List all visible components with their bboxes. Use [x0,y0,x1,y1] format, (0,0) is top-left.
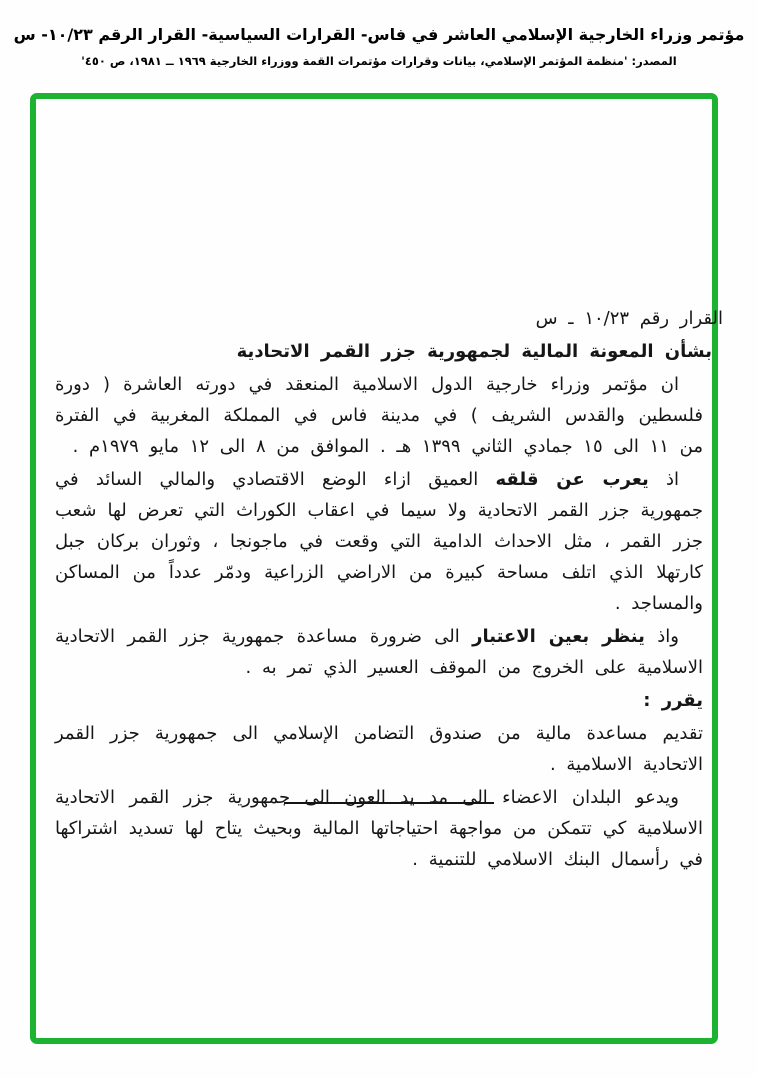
source-citation: المصدر: 'منظمة المؤتمر الإسلامي، بيانات وقرارات مؤتمرات القمة ووزراء الخارجية ١٩٦٩ ــ ١٩٨١، ص ٤٥٠' [81,54,677,68]
preamble-2-emphasis: يعرب عن قلقه [495,469,649,490]
resolution-subject-title: بشأن المعونة المالية لجمهورية جزر القمر الاتحادية [236,341,712,362]
preamble-paragraph-2 [55,464,703,619]
preamble-3-text: الى ضرورة مساعدة جمهورية جزر القمر الاتحادية الاسلامية على الخروج من الموقف العسير الذي تمر به . [55,626,703,678]
preamble-3-lead: واذ [644,626,679,647]
preamble-paragraph-3 [55,621,703,683]
conference-header-line: مؤتمر وزراء الخارجية الإسلامي العاشر في فاس- القرارات السياسية- القرار الرقم ١٠/٢٣- س [13,25,745,44]
preamble-paragraph-1 [55,369,703,462]
decree-label: يقرر : [643,690,703,711]
resolution-text-block [55,303,723,877]
preamble-2-text: العميق ازاء الوضع الاقتصادي والمالي السائد في جمهورية جزر القمر الاتحادية ولا سيما في اعقاب الكوراث التي تعرض لها شعب جزر القمر ، مثل الاحداث الدامية التي وقعت في ماجونجا ، وثوران بركان جبل كارتهلا الذي اتلف مساحة كبيرة من الاراضي الزراعية ودمّر عدداً من المساكن والمساجد . [55,469,703,614]
separator-rule [284,802,494,804]
operative-paragraph-2: ويدعو البلدان الاعضاء الى مد يد العون الى جمهورية جزر القمر الاتحادية الاسلامية كي تتمكن من مواجهة احتياجاتها المالية وبحيث يتاح لها تسديد اشتراكها في رأسمال البنك الاسلامي للتنمية . [55,787,703,870]
preamble-3-emphasis: ينظر بعين الاعتبار [472,626,645,647]
preamble-2-lead: اذ [648,469,679,490]
operative-paragraph-1: تقديم مساعدة مالية من صندوق التضامن الإسلامي الى جمهورية جزر القمر الاتحادية الاسلامية . [55,723,703,775]
resolution-number-title: القرار رقم ١٠/٢٣ ـ س [535,308,723,329]
preamble-1-text: ان مؤتمر وزراء خارجية الدول الاسلامية المنعقد في دورته العاشرة ( دورة فلسطين والقدس الشريف ) في مدينة فاس في المملكة المغربية في الفترة من ١١ الى ١٥ جمادي الثاني ١٣٩٩ هـ . الموافق من ٨ الى ١٢ مايو ١٩٧٩م . [55,374,703,457]
